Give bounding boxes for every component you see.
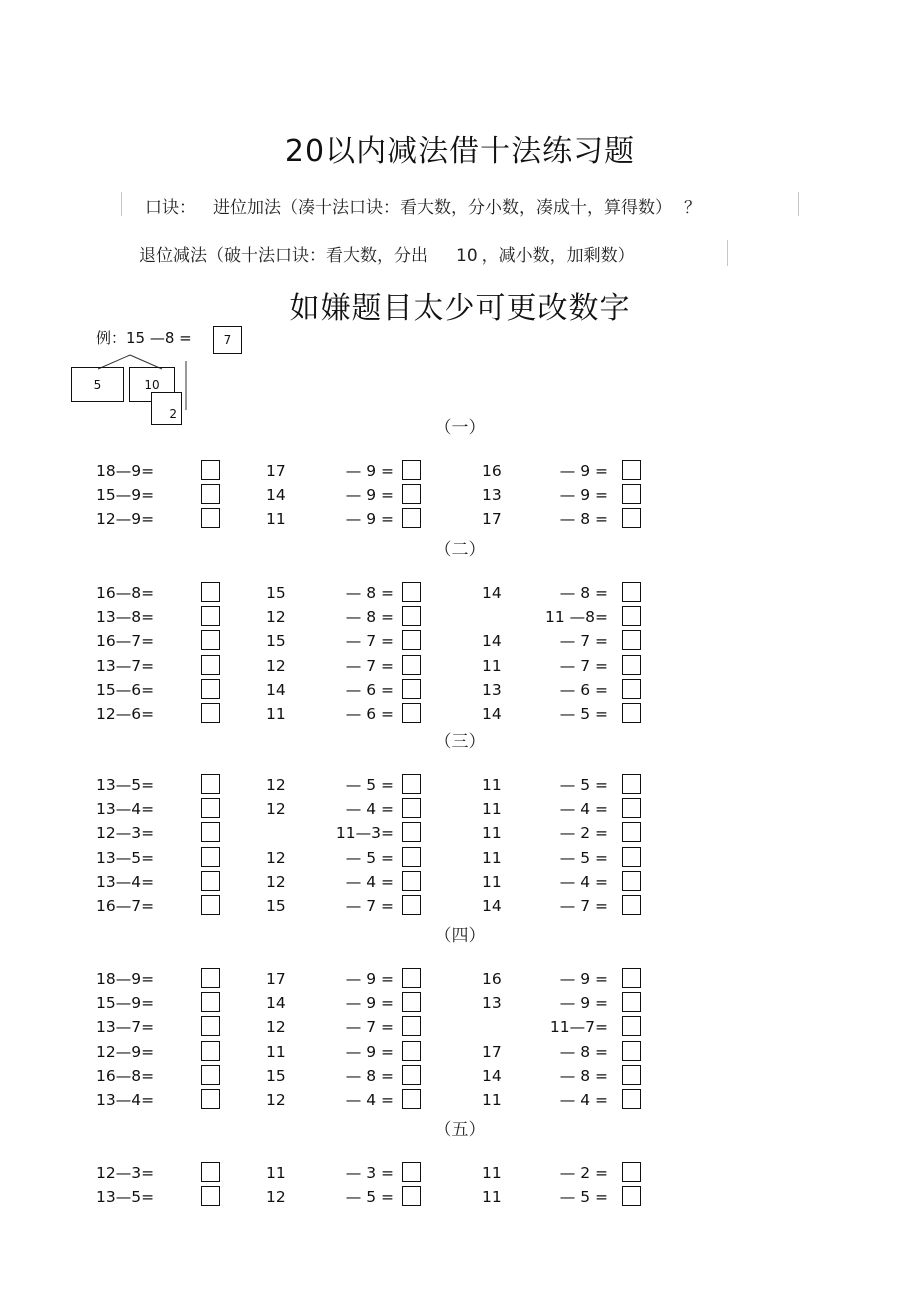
equation-first: 16—7= <box>96 897 155 915</box>
subtrahend: — 5 = <box>559 1188 608 1207</box>
answer-box[interactable] <box>402 968 421 988</box>
section-heading: （二） <box>434 540 486 560</box>
minuend: 17 <box>482 1042 502 1061</box>
subtrahend: — 8 = <box>559 1042 608 1061</box>
answer-box[interactable] <box>622 1162 641 1182</box>
minuend: 14 <box>266 680 286 699</box>
equation-first: 13—5= <box>96 776 155 794</box>
answer-box[interactable] <box>402 606 421 626</box>
answer-box[interactable] <box>622 992 641 1012</box>
subtrahend: 11—3= <box>335 824 394 843</box>
mnemonic-label: 口诀： <box>145 198 196 218</box>
subtrahend: — 8 = <box>345 608 394 627</box>
answer-box[interactable] <box>622 895 641 915</box>
answer-box[interactable] <box>201 968 220 988</box>
minuend: 14 <box>482 1066 502 1085</box>
example-equation: 例：15 —8 = <box>96 329 192 347</box>
answer-box[interactable] <box>201 1065 220 1085</box>
minuend: 12 <box>266 776 286 794</box>
minuend: 12 <box>266 1188 286 1207</box>
minuend: 11 <box>266 1042 286 1061</box>
answer-box[interactable] <box>201 679 220 699</box>
answer-box[interactable] <box>402 847 421 867</box>
subtrahend: — 9 = <box>559 994 608 1013</box>
equation-first: 13—7= <box>96 1018 155 1037</box>
minuend: 13 <box>482 680 502 699</box>
subtrahend: — 9 = <box>345 1042 394 1061</box>
answer-box[interactable] <box>201 606 220 626</box>
example-right-value: 10 <box>144 377 160 392</box>
minuend: 11 <box>266 510 286 529</box>
section-heading: （四） <box>434 926 486 946</box>
example-left-value: 5 <box>93 377 102 392</box>
subtrahend: — 2 = <box>559 1164 608 1182</box>
mnemonic-question-mark: ？ <box>684 198 701 218</box>
mnemonic-subtraction-text-a: 退位减法（破十法口诀：看大数，分出 <box>139 246 428 266</box>
subtrahend: — 9 = <box>345 970 394 988</box>
minuend: 12 <box>266 1018 286 1037</box>
answer-box[interactable] <box>622 774 641 794</box>
example-answer: 7 <box>223 333 232 347</box>
answer-box[interactable] <box>201 822 220 842</box>
mnemonic-subtraction-text-b: ，减小数，加剩数） <box>481 246 635 266</box>
example-part-left <box>71 367 124 402</box>
minuend: 15 <box>266 1066 286 1085</box>
answer-box[interactable] <box>402 679 421 699</box>
equation-first: 13—5= <box>96 848 155 867</box>
equation-first: 13—4= <box>96 1091 155 1109</box>
equation-first: 12—9= <box>96 1042 155 1061</box>
example-remainder-value: 2 <box>169 407 177 421</box>
equation-first: 12—6= <box>96 705 155 723</box>
equation-first: 13—4= <box>96 872 155 891</box>
answer-box[interactable] <box>402 798 421 818</box>
answer-box[interactable] <box>402 1186 421 1206</box>
answer-box[interactable] <box>201 895 220 915</box>
subtrahend: — 9 = <box>559 970 608 988</box>
subtrahend: — 7 = <box>559 632 608 651</box>
answer-box[interactable] <box>622 822 641 842</box>
minuend: 15 <box>266 632 286 651</box>
subtrahend: — 9 = <box>345 486 394 505</box>
subtrahend: — 8 = <box>559 584 608 602</box>
answer-box[interactable] <box>622 655 641 675</box>
minuend: 11 <box>266 1164 286 1182</box>
answer-box[interactable] <box>622 630 641 650</box>
minuend: 12 <box>266 848 286 867</box>
answer-box[interactable] <box>201 1089 220 1109</box>
subtrahend: — 5 = <box>559 705 608 723</box>
answer-box[interactable] <box>201 582 220 602</box>
answer-box[interactable] <box>402 871 421 891</box>
answer-box[interactable] <box>201 871 220 891</box>
worksheet-title: 20以内减法借十法练习题 <box>284 134 636 169</box>
subtrahend: 11 —8= <box>545 608 608 627</box>
answer-box[interactable] <box>622 1065 641 1085</box>
answer-box[interactable] <box>402 992 421 1012</box>
subtrahend: — 6 = <box>559 680 608 699</box>
subtrahend: — 4 = <box>345 872 394 891</box>
minuend: 11 <box>482 800 502 819</box>
answer-box[interactable] <box>201 1016 220 1036</box>
equation-first: 12—9= <box>96 510 155 529</box>
minuend: 17 <box>266 462 286 480</box>
answer-box[interactable] <box>201 847 220 867</box>
minuend: 17 <box>266 970 286 988</box>
answer-box[interactable] <box>622 606 641 626</box>
minuend: 14 <box>266 994 286 1013</box>
minuend: 12 <box>266 656 286 675</box>
answer-box[interactable] <box>201 484 220 504</box>
subtrahend: — 7 = <box>559 897 608 915</box>
answer-box[interactable] <box>622 508 641 528</box>
answer-box[interactable] <box>622 1186 641 1206</box>
subtrahend: — 5 = <box>345 776 394 794</box>
subtrahend: — 7 = <box>345 897 394 915</box>
answer-box[interactable] <box>201 1041 220 1061</box>
minuend: 14 <box>482 584 502 602</box>
answer-box[interactable] <box>622 1016 641 1036</box>
answer-box[interactable] <box>622 582 641 602</box>
answer-box[interactable] <box>622 484 641 504</box>
minuend: 13 <box>482 486 502 505</box>
minuend: 11 <box>482 1164 502 1182</box>
answer-box[interactable] <box>402 508 421 528</box>
answer-box[interactable] <box>402 655 421 675</box>
minuend: 11 <box>482 848 502 867</box>
answer-box[interactable] <box>201 1162 220 1182</box>
equation-first: 16—8= <box>96 584 155 602</box>
answer-box[interactable] <box>402 895 421 915</box>
minuend: 11 <box>482 872 502 891</box>
equation-first: 13—7= <box>96 656 155 675</box>
equation-first: 13—5= <box>96 1188 155 1207</box>
subtrahend: — 9 = <box>345 994 394 1013</box>
minuend: 17 <box>482 510 502 529</box>
subtrahend: — 8 = <box>345 1066 394 1085</box>
equation-first: 15—6= <box>96 680 155 699</box>
subtrahend: — 2 = <box>559 824 608 843</box>
answer-box[interactable] <box>622 679 641 699</box>
minuend: 11 <box>482 776 502 794</box>
minuend: 11 <box>482 1188 502 1207</box>
answer-box[interactable] <box>402 1065 421 1085</box>
minuend: 16 <box>482 462 502 480</box>
answer-box[interactable] <box>201 703 220 723</box>
answer-box[interactable] <box>402 1041 421 1061</box>
answer-box[interactable] <box>622 871 641 891</box>
answer-box[interactable] <box>402 822 421 842</box>
minuend: 11 <box>482 824 502 843</box>
section-heading: （五） <box>434 1120 486 1140</box>
section-heading: （三） <box>434 732 486 752</box>
answer-box[interactable] <box>402 1162 421 1182</box>
minuend: 16 <box>482 970 502 988</box>
mnemonic-number: 10 <box>456 246 478 266</box>
subtrahend: — 7 = <box>345 656 394 675</box>
subtrahend: — 9 = <box>345 510 394 529</box>
minuend: 11 <box>482 656 502 675</box>
subtrahend: — 5 = <box>345 848 394 867</box>
worksheet-subtitle: 如嫌题目太少可更改数字 <box>289 291 631 326</box>
answer-box[interactable] <box>622 968 641 988</box>
subtrahend: — 7 = <box>345 1018 394 1037</box>
answer-box[interactable] <box>402 582 421 602</box>
answer-box[interactable] <box>622 1041 641 1061</box>
equation-first: 18—9= <box>96 970 155 988</box>
equation-first: 16—7= <box>96 632 155 651</box>
answer-box[interactable] <box>402 630 421 650</box>
subtrahend: — 8 = <box>559 1066 608 1085</box>
answer-box[interactable] <box>622 1089 641 1109</box>
equation-first: 12—3= <box>96 824 155 843</box>
answer-box[interactable] <box>201 655 220 675</box>
minuend: 12 <box>266 872 286 891</box>
minuend: 14 <box>482 632 502 651</box>
subtrahend: — 9 = <box>559 486 608 505</box>
answer-box[interactable] <box>622 460 641 480</box>
subtrahend: — 4 = <box>559 872 608 891</box>
subtrahend: — 9 = <box>345 462 394 480</box>
subtrahend: — 6 = <box>345 705 394 723</box>
subtrahend: — 4 = <box>345 1091 394 1109</box>
minuend: 14 <box>266 486 286 505</box>
answer-box[interactable] <box>402 774 421 794</box>
minuend: 14 <box>482 705 502 723</box>
answer-box[interactable] <box>402 484 421 504</box>
subtrahend: 11—7= <box>549 1018 608 1037</box>
subtrahend: — 3 = <box>345 1164 394 1182</box>
subtrahend: — 7 = <box>559 656 608 675</box>
subtrahend: — 4 = <box>559 800 608 819</box>
subtrahend: — 5 = <box>559 848 608 867</box>
minuend: 11 <box>266 705 286 723</box>
equation-first: 15—9= <box>96 994 155 1013</box>
subtrahend: — 7 = <box>345 632 394 651</box>
minuend: 12 <box>266 800 286 819</box>
answer-box[interactable] <box>201 798 220 818</box>
answer-box[interactable] <box>201 508 220 528</box>
answer-box[interactable] <box>402 703 421 723</box>
subtrahend: — 8 = <box>559 510 608 529</box>
minuend: 11 <box>482 1091 502 1109</box>
minuend: 13 <box>482 994 502 1013</box>
answer-box[interactable] <box>201 774 220 794</box>
subtrahend: — 5 = <box>345 1188 394 1207</box>
minuend: 14 <box>482 897 502 915</box>
subtrahend: — 9 = <box>559 462 608 480</box>
section-heading: （一） <box>434 418 486 438</box>
answer-box[interactable] <box>402 460 421 480</box>
answer-box[interactable] <box>201 460 220 480</box>
equation-first: 18—9= <box>96 462 155 480</box>
minuend: 12 <box>266 608 286 627</box>
equation-first: 12—3= <box>96 1164 155 1182</box>
answer-box[interactable] <box>201 630 220 650</box>
equation-first: 15—9= <box>96 486 155 505</box>
answer-box[interactable] <box>622 798 641 818</box>
minuend: 15 <box>266 584 286 602</box>
answer-box[interactable] <box>622 703 641 723</box>
subtrahend: — 4 = <box>345 800 394 819</box>
minuend: 15 <box>266 897 286 915</box>
subtrahend: — 5 = <box>559 776 608 794</box>
answer-box[interactable] <box>201 1186 220 1206</box>
answer-box[interactable] <box>201 992 220 1012</box>
answer-box[interactable] <box>622 847 641 867</box>
answer-box[interactable] <box>402 1016 421 1036</box>
equation-first: 16—8= <box>96 1066 155 1085</box>
subtrahend: — 4 = <box>559 1091 608 1109</box>
answer-box[interactable] <box>402 1089 421 1109</box>
equation-first: 13—8= <box>96 608 155 627</box>
mnemonic-addition-text: 进位加法（凑十法口诀：看大数，分小数，凑成十，算得数） <box>213 198 672 218</box>
minuend: 12 <box>266 1091 286 1109</box>
subtrahend: — 8 = <box>345 584 394 602</box>
equation-first: 13—4= <box>96 800 155 819</box>
subtrahend: — 6 = <box>345 680 394 699</box>
